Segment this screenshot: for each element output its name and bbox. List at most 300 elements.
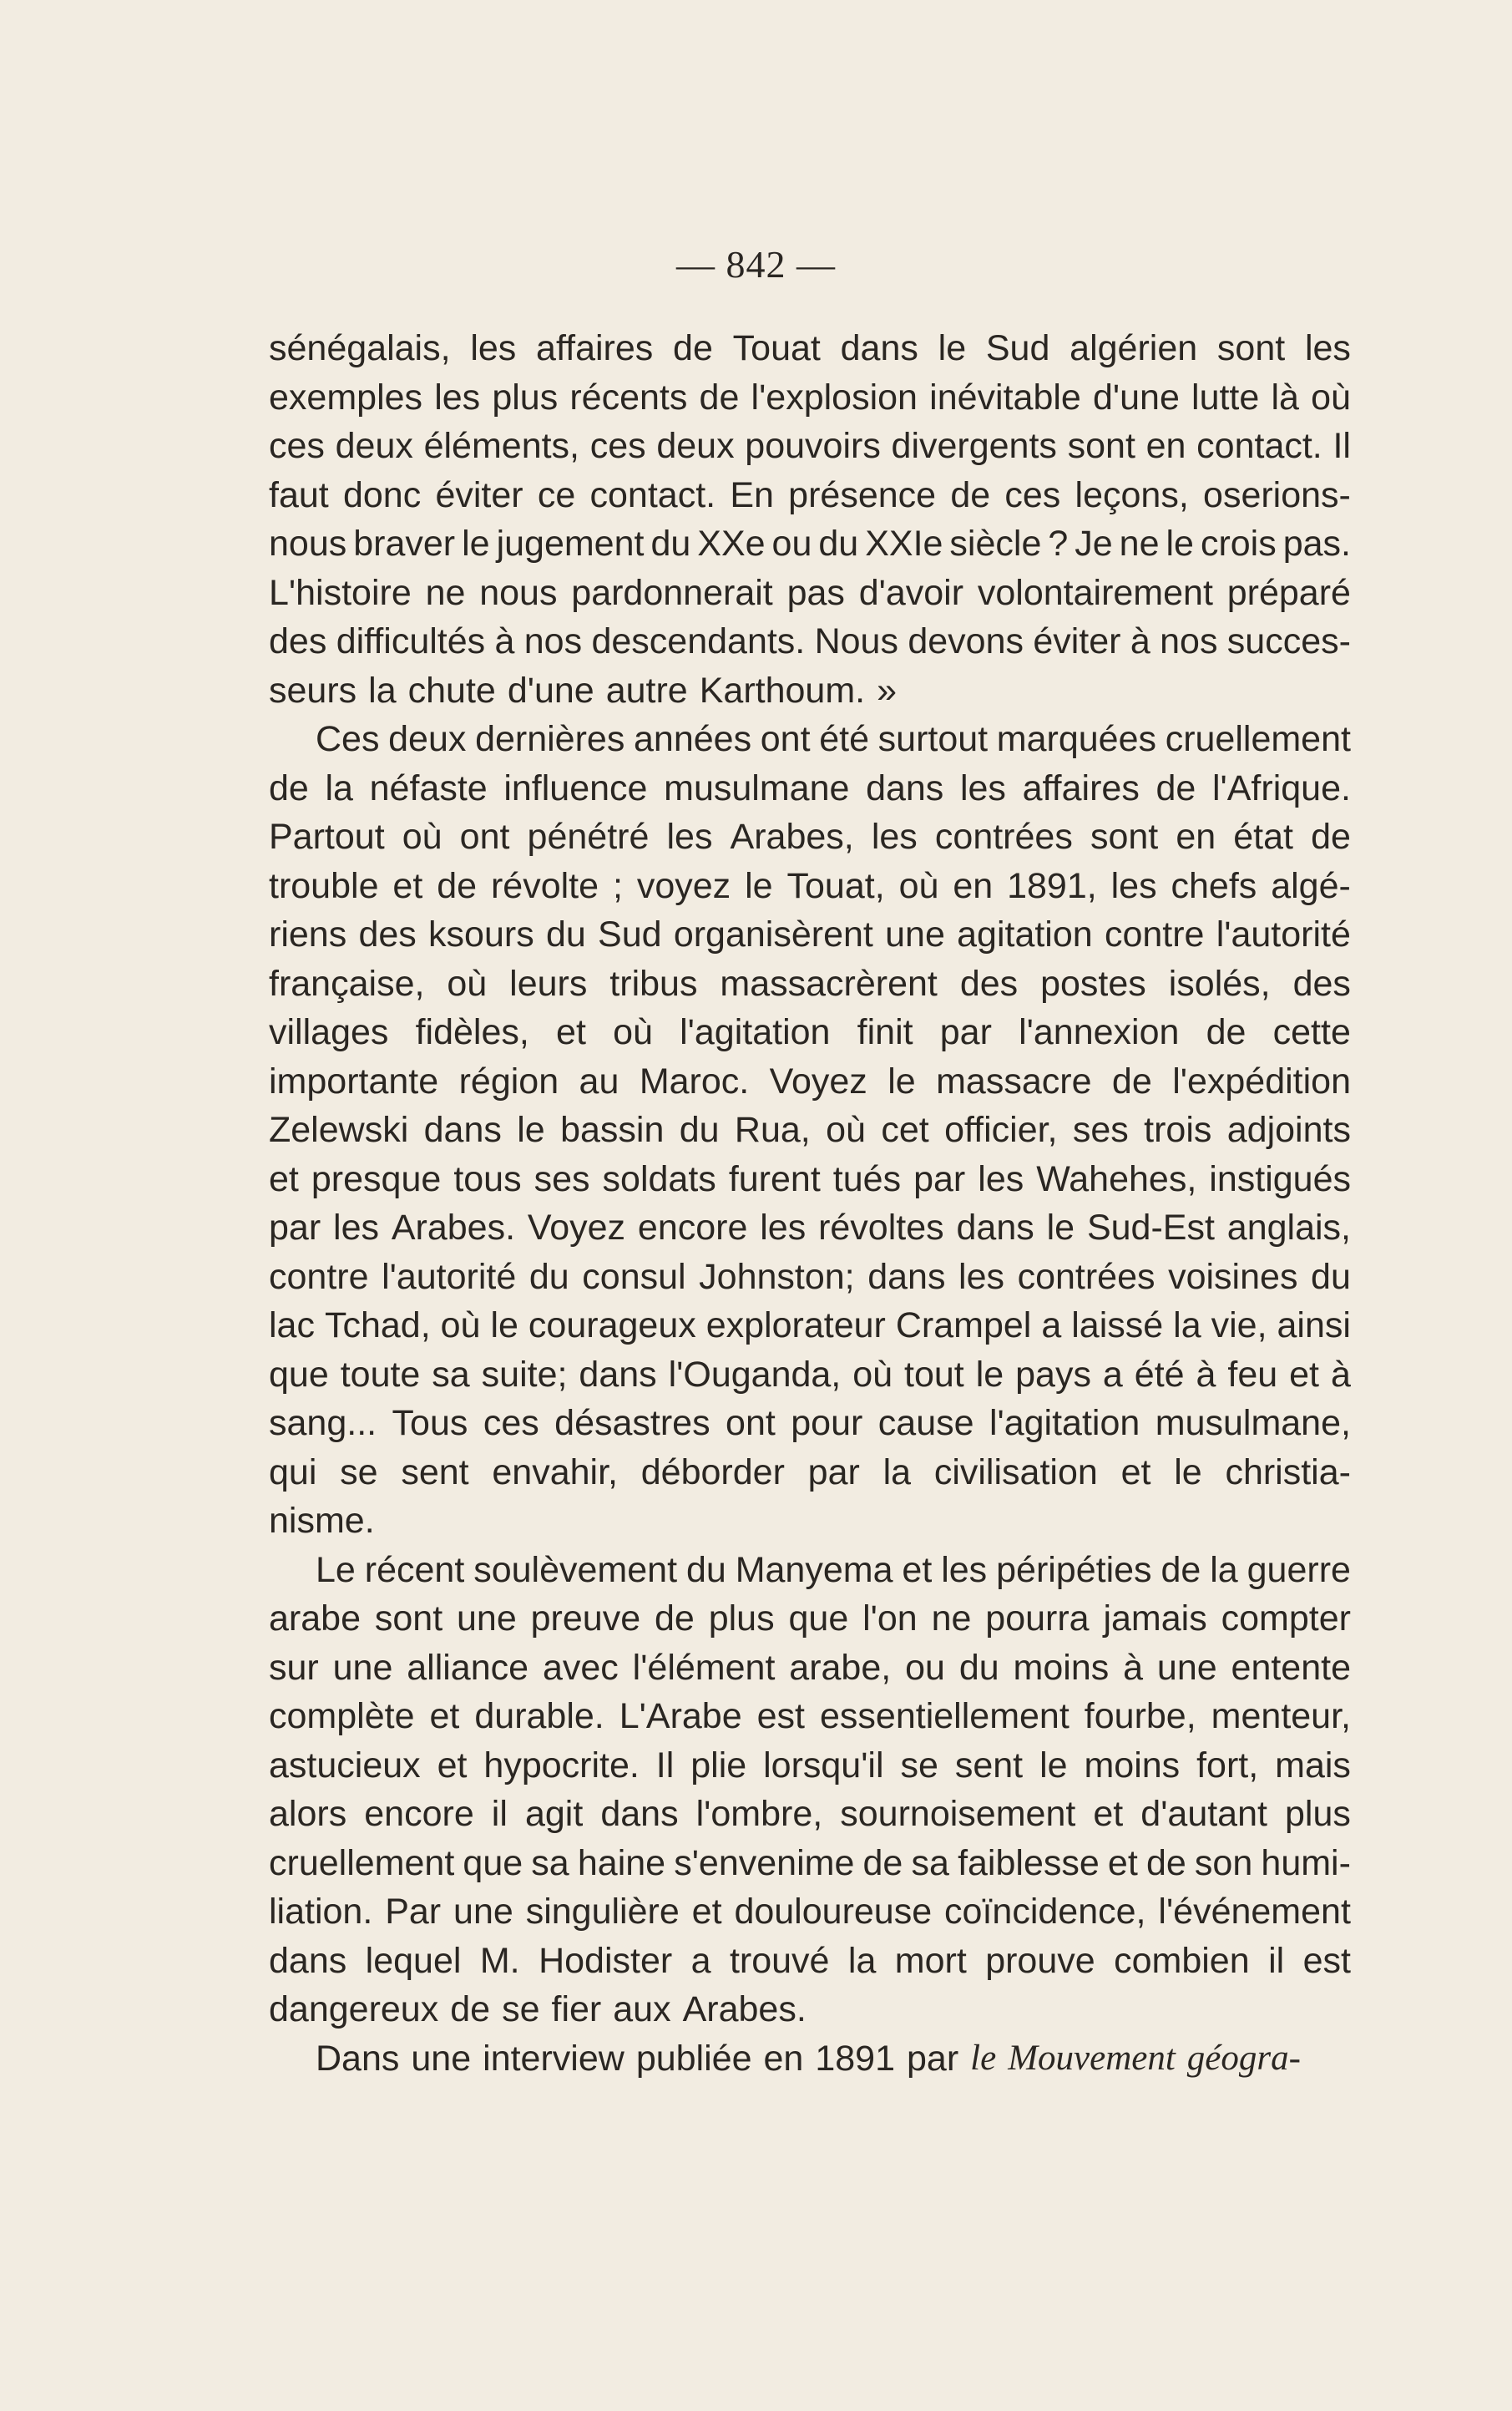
word: agitation: [957, 914, 1093, 955]
text-line: [269, 1692, 1351, 1741]
text-line: [269, 1057, 1351, 1107]
word: instigués: [1209, 1158, 1351, 1199]
word: coïncidence,: [944, 1892, 1146, 1932]
word: Touat: [732, 328, 821, 368]
word: En: [730, 474, 774, 515]
word: le: [462, 524, 490, 564]
word: lorsqu'il: [763, 1745, 884, 1785]
word: finit: [857, 1012, 913, 1052]
word: du: [528, 1256, 569, 1297]
word: se: [502, 1989, 540, 2029]
word: l'annexion: [1019, 1012, 1180, 1052]
word: et: [269, 1158, 299, 1199]
word: fier: [551, 1989, 602, 2029]
word: ne: [1119, 524, 1160, 564]
word: siècle: [949, 524, 1042, 564]
word: singulière: [525, 1892, 680, 1932]
word: l'explosion: [751, 377, 918, 418]
word: le: [517, 1110, 545, 1150]
text-line: [269, 715, 1351, 764]
word: pourra: [985, 1598, 1090, 1639]
word: influence: [503, 767, 648, 808]
word: menteur,: [1211, 1696, 1351, 1736]
word: alors: [269, 1794, 347, 1834]
word: par: [907, 2038, 959, 2079]
word: où: [1311, 377, 1351, 418]
word: par: [939, 1012, 992, 1052]
word: pour: [791, 1403, 863, 1443]
word: l'agitation: [680, 1012, 831, 1052]
word: l'on: [862, 1598, 918, 1639]
word: chute: [407, 670, 496, 711]
word: musulmane: [664, 767, 850, 808]
word: suite;: [481, 1354, 568, 1395]
word: le: [887, 1061, 916, 1102]
word: sournoisement: [840, 1794, 1076, 1834]
word: Tous: [392, 1403, 468, 1443]
word: révoltes: [818, 1208, 944, 1248]
word: de: [437, 865, 478, 906]
word: que: [788, 1598, 849, 1639]
word: en: [953, 865, 994, 906]
text-line: [269, 422, 1351, 471]
word: et: [1093, 1794, 1124, 1834]
word: les: [871, 817, 918, 857]
word: complète: [269, 1696, 415, 1736]
word: des: [269, 621, 327, 661]
text-line: [269, 1497, 1351, 1546]
word: hypocrite.: [483, 1745, 640, 1785]
word: Arabes.: [682, 1989, 807, 2029]
word: de: [1111, 1061, 1152, 1102]
word: nous: [269, 524, 347, 564]
text-line: [269, 1253, 1351, 1302]
text-line: [269, 617, 1351, 666]
word: »: [877, 670, 898, 711]
word: la: [368, 670, 397, 711]
word: les: [978, 1158, 1024, 1199]
word: massacrèrent: [720, 963, 938, 1004]
word: plus: [708, 1598, 775, 1639]
text-line: [269, 373, 1351, 423]
word: arabe: [269, 1598, 361, 1639]
word: de: [1155, 767, 1196, 808]
word: pays: [1015, 1354, 1091, 1395]
word: là: [1271, 377, 1299, 418]
word: récent: [364, 1549, 465, 1590]
word: son: [1194, 1842, 1253, 1883]
word: où: [613, 1012, 653, 1052]
word: durable.: [474, 1696, 604, 1736]
word: Arabes,: [730, 817, 854, 857]
text-line: [269, 569, 1351, 618]
word: publiée: [635, 2038, 752, 2079]
word: devons: [908, 621, 1024, 661]
word: que: [463, 1842, 523, 1883]
word: d'autant: [1140, 1794, 1267, 1834]
word: une: [453, 1892, 513, 1932]
word: astucieux: [269, 1745, 421, 1785]
word: l'autorité: [382, 1256, 517, 1297]
word: postes: [1040, 963, 1146, 1004]
word: marquées: [996, 719, 1157, 759]
word: fort,: [1196, 1745, 1259, 1785]
word: haine: [577, 1842, 666, 1883]
word: guerre: [1247, 1549, 1351, 1590]
word: la: [1173, 1305, 1201, 1345]
word: officier,: [944, 1110, 1058, 1150]
word: ont: [760, 719, 811, 759]
text-line: [269, 1399, 1351, 1448]
word: contact.: [1196, 426, 1322, 466]
text-line: [269, 1741, 1351, 1791]
word: à: [1123, 1647, 1144, 1688]
word: leçons,: [1075, 474, 1189, 515]
word: le: [1039, 1745, 1068, 1785]
word: les: [1304, 328, 1351, 368]
word: Johnston;: [699, 1256, 855, 1297]
word: la: [325, 767, 353, 808]
word: et: [1120, 1451, 1151, 1492]
word: Tchad,: [324, 1305, 431, 1345]
word: la: [1210, 1549, 1238, 1590]
word: les: [760, 1208, 807, 1248]
word: Rua,: [734, 1110, 811, 1150]
word: 1891,: [1007, 865, 1097, 906]
word: sa: [432, 1354, 470, 1395]
text-line: [269, 519, 1351, 569]
word: ont: [459, 817, 510, 857]
word: XXe: [697, 524, 766, 564]
word: L'histoire: [269, 572, 412, 613]
word: Karthoum.: [699, 670, 866, 711]
word: entente: [1231, 1647, 1351, 1688]
word: à: [1330, 1354, 1351, 1395]
word: contre: [269, 1256, 369, 1297]
word: avec: [542, 1647, 619, 1688]
word: préparé: [1226, 572, 1351, 613]
word: adjoints: [1226, 1110, 1351, 1150]
word: les: [1110, 865, 1157, 906]
word: le: [1174, 1451, 1202, 1492]
word: combien: [1114, 1940, 1250, 1981]
word: nos: [1160, 621, 1218, 661]
word: l'agitation: [989, 1403, 1140, 1443]
word: des: [1292, 963, 1351, 1004]
word: sang...: [269, 1403, 377, 1443]
word: et: [902, 1549, 933, 1590]
text-line: [269, 324, 1351, 373]
word: ses: [533, 1158, 590, 1199]
word: plus: [1285, 1794, 1351, 1834]
word: Le: [316, 1549, 356, 1590]
word: cruellement: [1165, 719, 1351, 759]
word: inévitable: [929, 377, 1081, 418]
word: de: [862, 1842, 903, 1883]
word: prouve: [985, 1940, 1095, 1981]
word: trois: [1144, 1110, 1212, 1150]
word: jamais: [1103, 1598, 1207, 1639]
word: moins: [1084, 1745, 1181, 1785]
word: bassin: [560, 1110, 665, 1150]
word: difficultés: [336, 621, 486, 661]
word: où: [826, 1110, 866, 1150]
word: les: [434, 377, 481, 418]
word: Wahehes,: [1036, 1158, 1197, 1199]
word: faut: [269, 474, 329, 515]
word: du: [1311, 1256, 1351, 1297]
word: ces: [269, 426, 325, 466]
word: le: [975, 1354, 1004, 1395]
word: Zelewski: [269, 1110, 409, 1150]
word: le: [938, 328, 967, 368]
word: surtout: [877, 719, 989, 759]
word: état: [1233, 817, 1293, 857]
word: fourbe,: [1084, 1696, 1196, 1736]
word: contrées: [1017, 1256, 1155, 1297]
word: Sud-Est: [1086, 1208, 1215, 1248]
word: les: [958, 1256, 1004, 1297]
word: pas.: [1282, 524, 1351, 564]
word: dangereux: [269, 1989, 439, 2029]
word: les: [470, 328, 517, 368]
word: furent: [728, 1158, 821, 1199]
word: le: [1166, 524, 1194, 564]
word: il: [1268, 1940, 1285, 1981]
word: sénégalais,: [269, 328, 451, 368]
word: à: [494, 621, 515, 661]
word: une: [1156, 1647, 1217, 1688]
word: voyez: [636, 865, 731, 906]
word: Partout: [269, 817, 385, 857]
word: Touat,: [786, 865, 885, 906]
word: exemples: [269, 377, 423, 418]
word: ou: [905, 1647, 945, 1688]
word: courageux: [528, 1305, 696, 1345]
word: été: [1134, 1354, 1185, 1395]
word: lac: [269, 1305, 315, 1345]
word: de: [950, 474, 991, 515]
word: trouvé: [729, 1940, 830, 1981]
word: le: [490, 1305, 518, 1345]
word: où: [440, 1305, 481, 1345]
word: affaires: [536, 328, 654, 368]
word: Mouvement: [1008, 2038, 1176, 2078]
word: mais: [1275, 1745, 1351, 1785]
word: Voyez: [769, 1061, 867, 1102]
word: que: [269, 1354, 329, 1395]
word: péripéties: [996, 1549, 1152, 1590]
word: ksours: [428, 914, 534, 955]
word: cause: [877, 1403, 974, 1443]
word: des: [959, 963, 1019, 1004]
word: du: [650, 524, 691, 564]
word: de: [699, 377, 740, 418]
word: civilisation: [933, 1451, 1098, 1492]
word: en: [1176, 817, 1216, 857]
text-line: [269, 910, 1351, 960]
word: et: [429, 1696, 460, 1736]
word: la: [847, 1940, 877, 1981]
word: présence: [788, 474, 937, 515]
word: une: [332, 1647, 393, 1688]
word: l'Afrique.: [1211, 767, 1351, 808]
word: deux: [656, 426, 735, 466]
word: dans: [579, 1354, 657, 1395]
word: volontairement: [977, 572, 1213, 613]
word: qui: [269, 1451, 317, 1492]
word: à: [1130, 621, 1150, 661]
word: Manyema: [735, 1549, 893, 1590]
word: par: [913, 1158, 966, 1199]
word: laissé: [1071, 1305, 1164, 1345]
word: encore: [364, 1794, 474, 1834]
word: descendants.: [591, 621, 806, 661]
word: soldats: [602, 1158, 716, 1199]
word: nous: [479, 572, 558, 613]
word: XXIe: [865, 524, 943, 564]
word: organisèrent: [673, 914, 873, 955]
word: d'une: [507, 670, 594, 711]
word: envahir,: [492, 1451, 618, 1492]
word: tous: [453, 1158, 522, 1199]
word: moins: [1013, 1647, 1110, 1688]
word: dans: [423, 1110, 502, 1150]
word: d'une: [1092, 377, 1180, 418]
text-line: [269, 2034, 1351, 2084]
word: Ces: [316, 719, 380, 759]
word: il: [491, 1794, 508, 1834]
word: autre: [605, 670, 688, 711]
word: du: [545, 914, 586, 955]
word: ont: [726, 1403, 776, 1443]
word: cruellement: [269, 1842, 455, 1883]
word: éléments,: [423, 426, 580, 466]
word: dans: [269, 1940, 347, 1981]
word: oserions-: [1203, 474, 1351, 515]
word: voisines: [1168, 1256, 1298, 1297]
word: fidèles,: [415, 1012, 529, 1052]
word: presque: [311, 1158, 442, 1199]
word: succes-: [1226, 621, 1351, 661]
word: Crampel: [895, 1305, 1032, 1345]
word: d'avoir: [858, 572, 964, 613]
word: isolés,: [1168, 963, 1271, 1004]
word: pouvoirs: [745, 426, 881, 466]
word: christia-: [1225, 1451, 1351, 1492]
word: aux: [613, 1989, 671, 2029]
word: où: [447, 963, 488, 1004]
word: nisme.: [269, 1501, 375, 1541]
word: agit: [524, 1794, 584, 1834]
word: et: [437, 1745, 468, 1785]
word: où: [402, 817, 442, 857]
word: Dans: [316, 2038, 400, 2079]
word: le: [1046, 1208, 1075, 1248]
word: est: [756, 1696, 806, 1736]
word: à: [1196, 1354, 1216, 1395]
word: contact.: [589, 474, 716, 515]
word: ne: [425, 572, 466, 613]
word: de: [655, 1598, 695, 1639]
word: et: [1107, 1842, 1138, 1883]
word: encore: [637, 1208, 748, 1248]
word: Par: [385, 1892, 442, 1932]
word: donc: [342, 474, 422, 515]
word: jugement: [496, 524, 645, 564]
word: contre: [1104, 914, 1205, 955]
text-line: [269, 1448, 1351, 1497]
word: liation.: [269, 1892, 373, 1932]
word: du: [679, 1110, 720, 1150]
word: riens: [269, 914, 347, 955]
text-line: [269, 1644, 1351, 1693]
word: mort: [894, 1940, 967, 1981]
word: arabe,: [789, 1647, 892, 1688]
text-line: [269, 1301, 1351, 1350]
body-text: [269, 324, 1351, 2083]
word: leurs: [509, 963, 588, 1004]
text-line: [269, 1985, 1351, 2034]
word: consul: [582, 1256, 686, 1297]
word: sa: [531, 1842, 569, 1883]
word: dans: [600, 1794, 679, 1834]
word: algérien: [1070, 328, 1198, 368]
word: Voyez: [527, 1208, 626, 1248]
word: seurs: [269, 670, 357, 711]
word: les: [666, 817, 713, 857]
word: géogra-: [1186, 2038, 1301, 2078]
word: sont: [1067, 426, 1135, 466]
word: villages: [269, 1012, 389, 1052]
word: a: [1041, 1305, 1062, 1345]
word: soulèvement: [473, 1549, 678, 1590]
word: les: [333, 1208, 379, 1248]
text-line: [269, 764, 1351, 813]
text-line: [269, 1106, 1351, 1155]
word: deux: [335, 426, 413, 466]
word: se: [340, 1451, 378, 1492]
paragraph: [269, 1546, 1351, 2034]
word: ces: [1004, 474, 1061, 515]
word: et: [556, 1012, 586, 1052]
word: a: [690, 1940, 711, 1981]
word: plie: [690, 1745, 747, 1785]
word: s'envenime: [674, 1842, 855, 1883]
text-line: [269, 1203, 1351, 1253]
word: importante: [269, 1061, 439, 1102]
word: l'Ouganda,: [668, 1354, 842, 1395]
word: ce: [537, 474, 576, 515]
word: des: [358, 914, 417, 955]
word: ?: [1048, 524, 1069, 564]
word: Maroc.: [639, 1061, 750, 1102]
word: L'Arabe: [619, 1696, 742, 1736]
word: contrées: [934, 817, 1073, 857]
word: affaires: [1022, 767, 1140, 808]
word: et: [691, 1892, 722, 1932]
word: une: [411, 2038, 472, 2079]
text-line: [269, 1839, 1351, 1888]
word: dans: [866, 767, 944, 808]
word: une: [457, 1598, 517, 1639]
word: récents: [569, 377, 688, 418]
word: ;: [612, 865, 623, 906]
word: ses: [1072, 1110, 1129, 1150]
word: sont: [374, 1598, 443, 1639]
word: feu: [1227, 1354, 1278, 1395]
word: du: [818, 524, 859, 564]
